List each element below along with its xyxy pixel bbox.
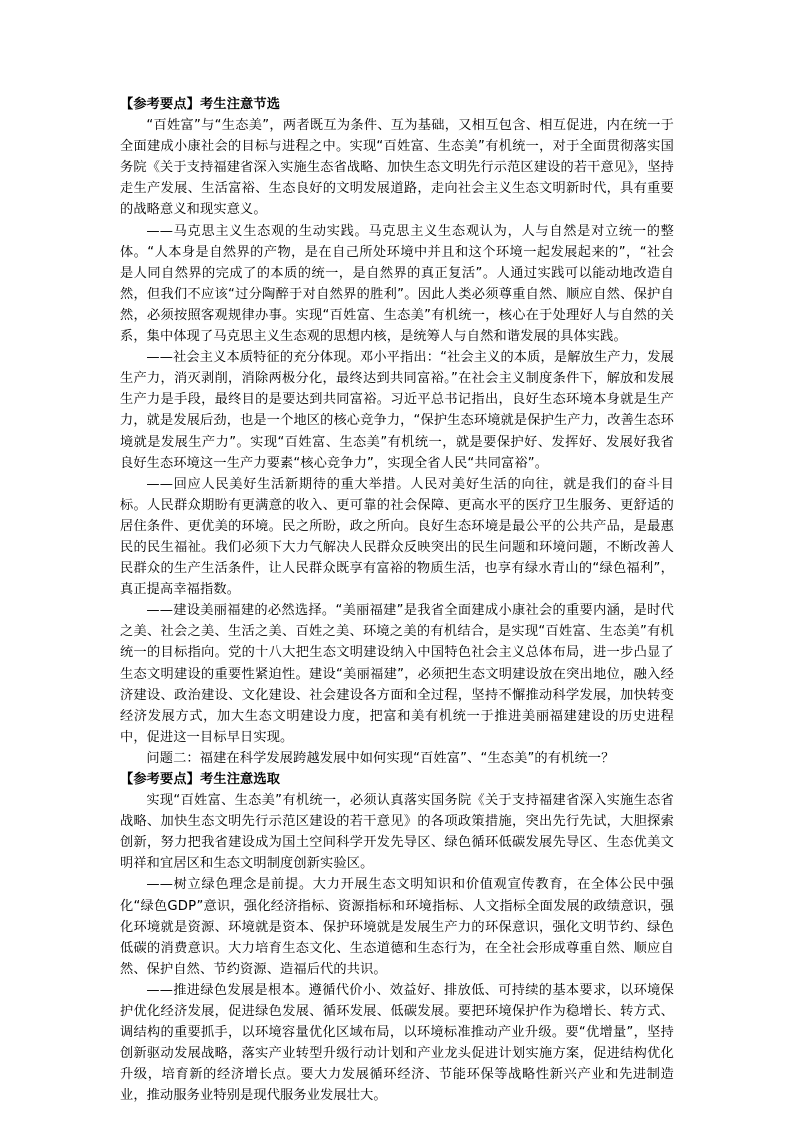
- section2-heading: 【参考要点】考生注意选取: [120, 772, 281, 787]
- section2-paragraph-green-development: ——推进绿色发展是根本。遵循代价小、效益好、排放低、可持续的基本要求，以环境保护优化经济发展，促进绿色发展、循环发展、低碳发展。要把环境保护作为稳增长、转方式、调结构的重要抓手，以环境容量优化区域布局，以环境标准推动产业升级。要“优增量”，坚持创新驱动发展战略，落实产业转型升级行动计划和产业龙头促进计划实施方案，促进结构优化升级，培育新的经济增长点。要大力发展循环经济、节能环保等战略性新兴产业和先进制造业，推动服务业特别是现代服务业发展壮大。: [120, 982, 674, 1104]
- section1-paragraph-marxism: ——马克思主义生态观的生动实践。马克思主义生态观认为，人与自然是对立统一的整体。“人本身是自然界的产物，是在自己所处环境中并且和这个环境一起发展起来的”，“社会是人同自然界的完成了的本质的统一，是自然界的真正复活”。人通过实践可以能动地改造自然，但我们不应该“过分陶醉于对自然界的胜利”。因此人类必须尊重自然、顺应自然、保护自然，必须按照客观规律办事。实现“百姓富、生态美”有机统一，核心在于处理好人与自然的关系，集中体现了马克思主义生态观的思想内核，是统筹人与自然和谐发展的具体实践。: [120, 223, 674, 345]
- section1-paragraph-beautiful-fujian: ——建设美丽福建的必然选择。“美丽福建”是我省全面建成小康社会的重要内涵，是时代之美、社会之美、生活之美、百姓之美、环境之美的有机结合，是实现“百姓富、生态美”有机统一的目标指向。党的十八大把生态文明建设纳入中国特色社会主义总体布局，进一步凸显了生态文明建设的重要性紧迫性。建设“美丽福建”，必须把生态文明建设放在突出地位，融入经济建设、政治建设、文化建设、社会建设各方面和全过程，坚持不懈推动科学发展，加快转变经济发展方式，加大生态文明建设力度，把富和美有机统一于推进美丽福建建设的历史进程中，促进这一目标早日实现。: [120, 603, 674, 745]
- section1-paragraph-socialism: ——社会主义本质特征的充分体现。邓小平指出：“社会主义的本质，是解放生产力，发展生产力，消灭剥削，消除两极分化，最终达到共同富裕。”在社会主义制度条件下，解放和发展生产力是手段，最终目的是要达到共同富裕。习近平总书记指出，良好生态环境本身就是生产力，就是发展后劲，也是一个地区的核心竞争力，“保护生态环境就是保护生产力，改善生态环境就是发展生产力”。实现“百姓富、生态美”有机统一，就是要保护好、发挥好、发展好我省良好生态环境这一生产力要素“核心竞争力”，实现全省人民“共同富裕”。: [120, 350, 674, 471]
- section1-paragraph-livelihood: ——回应人民美好生活新期待的重大举措。人民对美好生活的向往，就是我们的奋斗目标。人民群众期盼有更满意的收入、更可靠的社会保障、更高水平的医疗卫生服务、更舒适的居住条件、更优美的环境。民之所盼，政之所向。良好生态环境是最公平的公共产品，是最惠民的民生福祉。我们必须下大力气解决人民群众反映突出的民生问题和环境问题，不断改善人民群众的生产生活条件，让人民群众既享有富裕的物质生活，也享有绿水青山的“绿色福利”，真正提高幸福指数。: [120, 476, 674, 598]
- question-two: 问题二：福建在科学发展跨越发展中如何实现“百姓富”、“生态美”的有机统一？: [146, 750, 615, 766]
- section2-paragraph-intro: 实现“百姓富、生态美”有机统一，必须认真落实国务院《关于支持福建省深入实施生态省战略、加快生态文明先行示范区建设的若干意见》的各项政策措施，突出先行先试，大胆探索创新，努力把我省建设成为国土空间科学开发先导区、绿色循环低碳发展先导区、生态优美文明祥和宜居区和生态文明制度创新实验区。: [120, 793, 674, 872]
- section2-paragraph-green-concept: ——树立绿色理念是前提。大力开展生态文明知识和价值观宣传教育，在全体公民中强化“绿色GDP”意识，强化经济指标、资源指标和环境指标、人文指标全面发展的政绩意识，强化环境就是资源、环境就是资本、保护环境就是发展生产力的环保意识，强化文明节约、绿色低碳的消费意识。大力培育生态文化、生态道德和生态行为，在全社会形成尊重自然、顺应自然、保护自然、节约资源、造福后代的共识。: [120, 877, 674, 977]
- document-page: [120, 94, 674, 1107]
- section1-heading: 【参考要点】考生注意节选: [120, 97, 281, 112]
- section1-paragraph-intro: “百姓富”与“生态美”，两者既互为条件、互为基础，又相互包含、相互促进，内在统一于全面建成小康社会的目标与进程之中。实现“百姓富、生态美”有机统一，对于全面贯彻落实国务院《关于支持福建省深入实施生态省战略、加快生态文明先行示范区建设的若干意见》，坚持走生产发展、生活富裕、生态良好的文明发展道路，走向社会主义生态文明新时代，具有重要的战略意义和现实意义。: [120, 118, 674, 218]
